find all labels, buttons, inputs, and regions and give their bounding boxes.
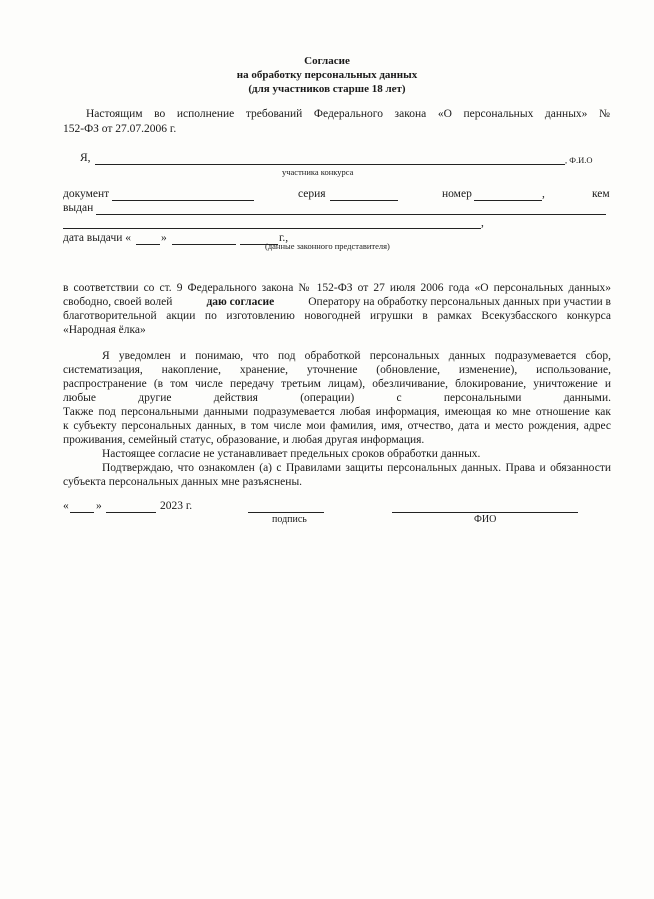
- sign-day-field[interactable]: [70, 512, 94, 513]
- issue-month-field[interactable]: [172, 244, 236, 245]
- date-issue-label: дата выдачи «: [63, 232, 132, 244]
- notice-line-8: Настоящее согласие не устанавливает предельных сроков обработки данных.: [102, 448, 481, 460]
- signature-field[interactable]: [248, 512, 324, 513]
- notice-line-4: любые другие действия (операции) с персональными данными.: [63, 392, 611, 404]
- document-field[interactable]: [112, 200, 254, 201]
- consent-line-4: «Народная ёлка»: [63, 324, 146, 336]
- fio-field[interactable]: [95, 164, 565, 165]
- document-subtitle: на обработку персональных данных: [236, 69, 418, 81]
- participant-caption: участника конкурса: [282, 167, 354, 177]
- sign-date-close: »: [96, 500, 102, 512]
- notice-line-1: Я уведомлен и понимаю, что под обработкой персональных данных подразумевается сбор,: [102, 350, 611, 362]
- issue-year-suffix: г.,: [279, 232, 289, 244]
- kem-label: кем: [592, 188, 610, 200]
- legal-representative-caption: (данные законного представителя): [265, 241, 390, 251]
- signature-caption: подпись: [272, 514, 307, 525]
- intro-line-1: Настоящим во исполнение требований Федерального закона «О персональных данных» №: [86, 108, 610, 120]
- notice-line-5: Также под персональными данными подразумевается любая информация, имеющая ко мне отношение как: [63, 406, 611, 418]
- issued-field-continued[interactable]: [63, 228, 481, 229]
- sign-year: 2023 г.: [160, 500, 193, 512]
- consent-line-1: в соответствии со ст. 9 Федерального закона № 152-ФЗ от 27 июля 2006 года «О персональных данных»: [63, 282, 611, 294]
- series-label: серия: [298, 188, 326, 200]
- document-subtitle-age: (для участников старше 18 лет): [248, 83, 406, 95]
- number-label: номер: [442, 188, 472, 200]
- notice-line-6: к субъекту персональных данных, в том числе мои фамилия, имя, отчество, дата и место рождения, адрес: [63, 420, 611, 432]
- issue-day-quote-close: »: [161, 232, 167, 244]
- notice-line-9: Подтверждаю, что ознакомлен (а) с Правилами защиты персональных данных. Права и обязанности: [102, 462, 611, 474]
- notice-line-10: субъекта персональных данных мне разъяснены.: [63, 476, 303, 488]
- ya-label: Я,: [80, 152, 91, 164]
- fio-caption: ФИО: [474, 514, 497, 525]
- notice-line-3: распространение (в том числе передачу третьим лицам), обезличивание, блокирование, уничтожение и: [63, 378, 611, 390]
- document-label: документ: [63, 188, 110, 200]
- consent-give-consent: даю согласие: [206, 296, 275, 308]
- notice-line-2: систематизация, накопление, хранение, уточнение (обновление, изменение), использование,: [63, 364, 611, 376]
- series-field[interactable]: [330, 200, 398, 201]
- issued-field[interactable]: [96, 214, 606, 215]
- number-comma: ,: [542, 188, 545, 200]
- sign-month-field[interactable]: [106, 512, 156, 513]
- fio-suffix: , Ф.И.О: [565, 155, 593, 165]
- number-field[interactable]: [474, 200, 542, 201]
- intro-line-2: 152-ФЗ от 27.07.2006 г.: [63, 123, 177, 135]
- consent-line-2: [63, 296, 611, 310]
- issued-comma: ,: [481, 217, 484, 229]
- consent-line-2-post: Оператору на обработку персональных данных при участии в: [308, 296, 611, 308]
- document-title: Согласие: [304, 55, 350, 67]
- notice-line-7: проживания, семейный статус, образование, и любая другая информация.: [63, 434, 425, 446]
- issued-label: выдан: [63, 202, 94, 214]
- consent-line-3: благотворительной акции по изготовлению новогодней игрушки в рамках Всекузбасского конкурса: [63, 310, 611, 322]
- sign-date-open: «: [63, 500, 69, 512]
- issue-day-field[interactable]: [136, 244, 160, 245]
- consent-line-2-pre: свободно, своей волей: [63, 296, 173, 308]
- fio-sign-field[interactable]: [392, 512, 578, 513]
